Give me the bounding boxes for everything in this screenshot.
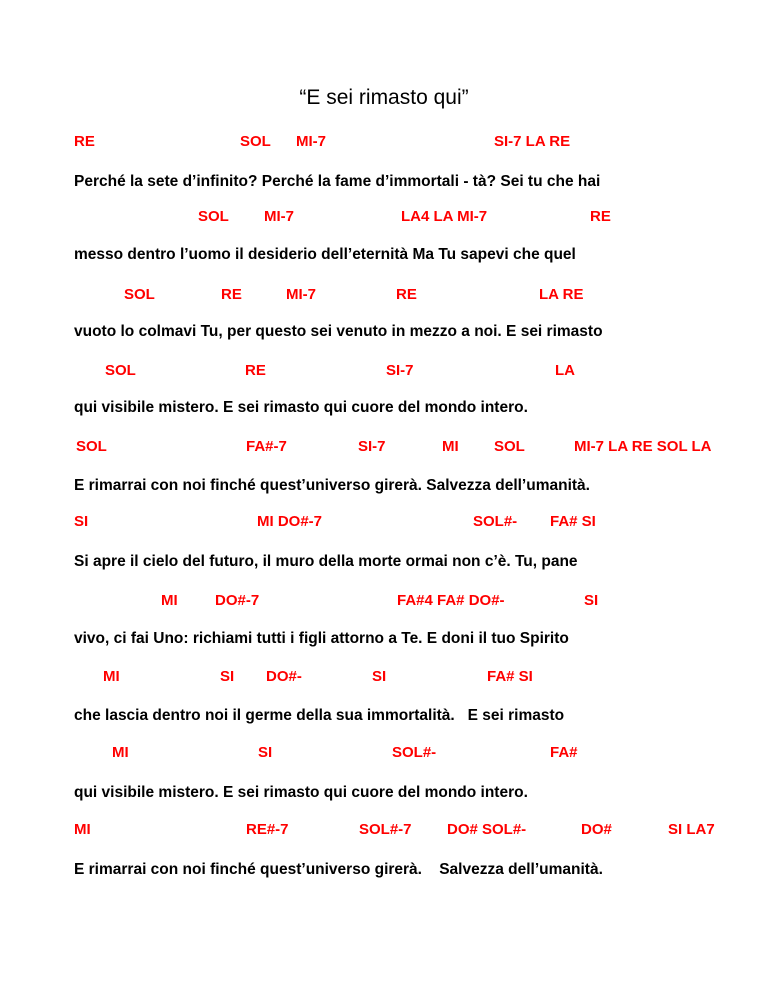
lyric-line-2: messo dentro l’uomo il desiderio dell’eternità Ma Tu sapevi che quel <box>74 246 576 263</box>
chord: MI-7 LA RE SOL LA <box>574 438 712 455</box>
chord: FA# SI <box>487 668 533 685</box>
chord: DO#-7 <box>215 592 260 609</box>
chord: SOL <box>494 438 525 455</box>
chord: FA#-7 <box>246 438 287 455</box>
chord: DO# <box>581 821 612 838</box>
chord: LA <box>555 362 575 379</box>
chord: MI <box>161 592 178 609</box>
lyric-line-3: vuoto lo colmavi Tu, per questo sei venuto in mezzo a noi. E sei rimasto <box>74 323 603 340</box>
lyric-line-7: vivo, ci fai Uno: richiami tutti i figli attorno a Te. E doni il tuo Spirito <box>74 630 569 647</box>
chord: SOL <box>198 208 229 225</box>
chord: SI-7 <box>386 362 414 379</box>
chord: LA4 LA MI-7 <box>401 208 488 225</box>
chord: SI-7 <box>358 438 386 455</box>
chord: SI <box>372 668 387 685</box>
chord: FA# <box>550 744 578 761</box>
chord: SI LA7 <box>668 821 715 838</box>
chord: MI-7 <box>286 286 316 303</box>
chord: SOL <box>76 438 107 455</box>
chord: FA# SI <box>550 513 596 530</box>
chord: RE <box>396 286 417 303</box>
lyric-line-1: Perché la sete d’infinito? Perché la fame d’immortali - tà? Sei tu che hai <box>74 173 601 190</box>
chord: RE <box>245 362 266 379</box>
chord: RE <box>590 208 611 225</box>
lyric-line-8: che lascia dentro noi il germe della sua immortalità. E sei rimasto <box>74 707 565 724</box>
chord: FA#4 FA# DO#- <box>397 592 505 609</box>
chord: SI <box>220 668 235 685</box>
lyric-line-10: E rimarrai con noi finché quest’universo girerà. Salvezza dell’umanità. <box>74 861 603 878</box>
chord: SOL <box>105 362 136 379</box>
lyric-line-4: qui visibile mistero. E sei rimasto qui cuore del mondo intero. <box>74 399 528 416</box>
chord: SI <box>258 744 273 761</box>
lyric-line-5: E rimarrai con noi finché quest’universo girerà. Salvezza dell’umanità. <box>74 477 590 494</box>
chord: DO#- <box>266 668 302 685</box>
chord: SOL#- <box>473 513 518 530</box>
chord: MI-7 <box>264 208 294 225</box>
lyric-line-9: qui visibile mistero. E sei rimasto qui cuore del mondo intero. <box>74 784 528 801</box>
chord: RE#-7 <box>246 821 289 838</box>
chord: SOL#-7 <box>359 821 412 838</box>
chord: MI <box>74 821 91 838</box>
chord: MI <box>103 668 120 685</box>
lyric-line-6: Si apre il cielo del futuro, il muro della morte ormai non c’è. Tu, pane <box>74 553 578 570</box>
chord: SI <box>74 513 89 530</box>
chord: MI DO#-7 <box>257 513 323 530</box>
chord: MI-7 <box>296 133 326 150</box>
chord: DO# SOL#- <box>447 821 527 838</box>
chord: SI <box>584 592 599 609</box>
chord: SI-7 LA RE <box>494 133 571 150</box>
chord: SOL <box>124 286 155 303</box>
chord: MI <box>112 744 129 761</box>
chord: SOL <box>240 133 271 150</box>
chord: RE <box>221 286 242 303</box>
chord: RE <box>74 133 95 150</box>
chord: MI <box>442 438 459 455</box>
chord: SOL#- <box>392 744 437 761</box>
song-title: “E sei rimasto qui” <box>299 86 469 109</box>
chord: LA RE <box>539 286 584 303</box>
